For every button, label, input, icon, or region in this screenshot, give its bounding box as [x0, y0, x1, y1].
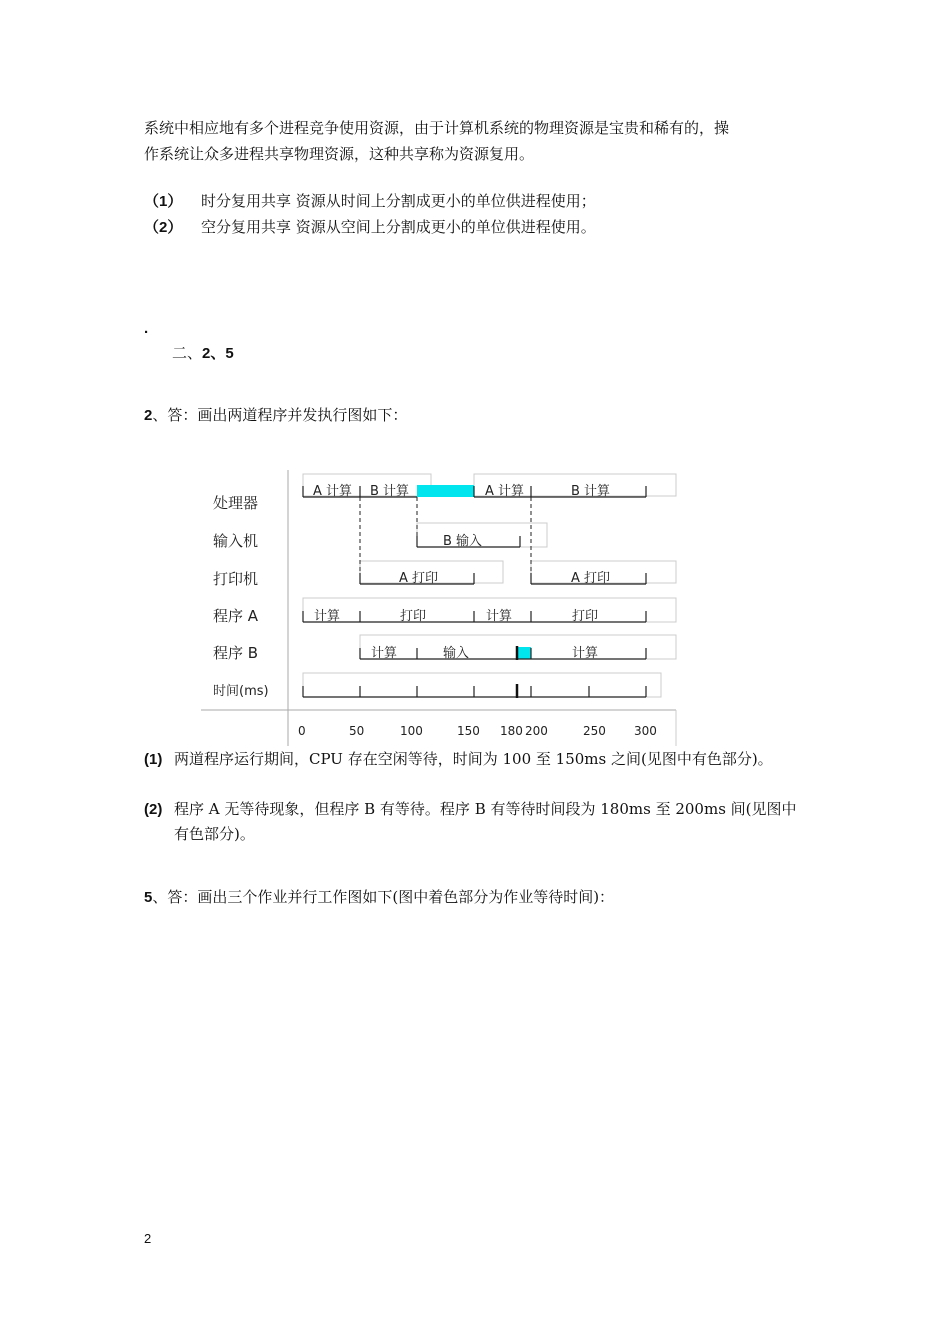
answer-1 — [144, 747, 810, 772]
question-5-heading — [144, 884, 614, 911]
cpu-segment: A 计算 — [313, 484, 353, 499]
answer-2 — [144, 797, 810, 847]
answer-text: 两道程序运行期间，CPU 存在空闲等待，时间为 100 至 150ms 之间(见图中有色部分)。 — [174, 750, 773, 768]
row-label-printer: 打印机 — [213, 570, 259, 588]
answer-label: (1) — [144, 751, 163, 768]
program-b-segment: 计算 — [371, 646, 398, 661]
cpu-segment: B 计算 — [571, 484, 611, 499]
row-label-cpu: 处理器 — [213, 494, 259, 512]
stray-dot: . — [144, 320, 149, 337]
axis-tick-label: 100 — [400, 724, 423, 738]
item-number: （1） — [144, 193, 183, 210]
axis-tick-label: 250 — [583, 724, 606, 738]
question-number: 5 — [144, 889, 153, 906]
row-label-time: 时间(ms) — [213, 684, 269, 699]
program-a-segment: 计算 — [314, 609, 341, 624]
cpu-idle-highlight — [417, 485, 474, 497]
axis-tick-label: 50 — [349, 724, 365, 738]
axis-tick-label: 0 — [298, 724, 306, 738]
row-label-program-a: 程序 A — [213, 607, 259, 625]
axis-tick-label: 200 — [525, 724, 548, 738]
axis-tick-label: 180 — [500, 724, 523, 738]
item-number: （2） — [144, 219, 183, 236]
row-label-program-b: 程序 B — [213, 644, 259, 662]
program-b-segment: 计算 — [572, 646, 599, 661]
axis-tick-label: 300 — [634, 724, 657, 738]
section-prefix: 二、 — [172, 344, 203, 362]
program-b-wait-highlight — [517, 647, 531, 659]
cpu-segment: A 计算 — [485, 484, 525, 499]
cpu-segment: B 计算 — [370, 484, 410, 499]
item-text: 空分复用共享 资源从空间上分割成更小的单位供进程使用。 — [201, 218, 596, 236]
input-segment: B 输入 — [443, 534, 483, 549]
printer-segment: A 打印 — [571, 571, 611, 586]
answer-text: 程序 A 无等待现象，但程序 B 有等待。程序 B 有等待时间段为 180ms 至 200ms 间(见图中有色部分)。 — [174, 800, 797, 843]
axis-tick-label: 150 — [457, 724, 480, 738]
question-text: 、答：画出两道程序并发执行图如下： — [152, 406, 408, 424]
section-numbers: 2、5 — [202, 345, 234, 362]
program-a-segment: 打印 — [400, 609, 427, 624]
page-number: 2 — [144, 1231, 152, 1246]
program-a-segment: 计算 — [486, 609, 513, 624]
program-a-segment: 打印 — [572, 609, 599, 624]
printer-segment: A 打印 — [399, 571, 439, 586]
question-text: 、答：画出三个作业并行工作图如下(图中着色部分为作业等待时间)： — [152, 888, 615, 906]
intro-line-1: 系统中相应地有多个进程竞争使用资源，由于计算机系统的物理资源是宝贵和稀有的，操 — [144, 119, 730, 137]
program-b-segment: 输入 — [443, 646, 470, 661]
answer-label: (2) — [144, 801, 163, 818]
row-label-input: 输入机 — [213, 532, 259, 550]
question-number: 2 — [144, 407, 153, 424]
item-text: 时分复用共享 资源从时间上分割成更小的单位供进程使用； — [201, 192, 596, 210]
intro-line-2: 作系统让众多进程共享物理资源，这种共享称为资源复用。 — [144, 145, 535, 163]
